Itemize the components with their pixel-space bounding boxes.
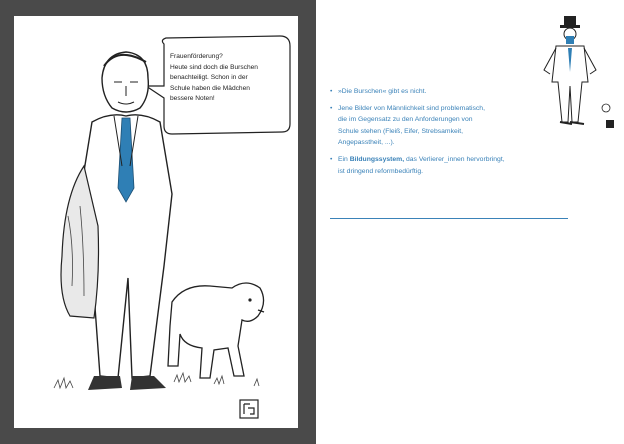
bullet-dot-icon: • — [330, 155, 333, 163]
speech-line: benachteiligt. Schon in der — [170, 74, 248, 82]
bullet-prefix: Ein — [338, 155, 350, 163]
bullet-rest: das Verlierer_innen hervorbringt, — [404, 155, 505, 163]
bullet-text: Jene Bilder von Männlichkeit sind problematisch, — [338, 104, 485, 112]
bullet-item — [330, 154, 570, 177]
bullet-text: »Die Burschen« gibt es nicht. — [338, 88, 427, 95]
speech-line: Frauenförderung? — [170, 53, 223, 60]
bullet-bold-term: Bildungssystem, — [349, 155, 405, 163]
bullet-text: die im Gegensatz zu den Anforderungen von — [338, 116, 473, 124]
bullet-text — [338, 154, 570, 166]
divider-line — [330, 218, 568, 219]
speech-bubble-text — [170, 52, 290, 105]
bullet-dot-icon: • — [330, 104, 333, 112]
bullet-text: Schule stehen (Fleiß, Eifer, Strebsamkeit, — [338, 127, 464, 135]
bullet-item — [330, 103, 570, 149]
bullet-dot-icon: • — [330, 88, 333, 95]
cartoon-card — [14, 16, 298, 428]
bullet-list — [330, 86, 570, 182]
bullet-text: Angepasstheit, ...). — [338, 139, 395, 147]
speech-line: bessere Noten! — [170, 95, 215, 103]
shoe-right — [130, 376, 166, 390]
speech-line: Heute sind doch die Burschen — [170, 63, 258, 71]
dog — [168, 283, 264, 378]
bullet-item — [330, 86, 570, 98]
bullet-text: ist dringend reformbedürftig. — [338, 167, 424, 175]
shoe-left — [88, 376, 122, 390]
artist-signature-icon — [240, 400, 258, 418]
text-panel — [316, 0, 624, 444]
speech-line: Schule haben die Mädchen — [170, 84, 250, 92]
